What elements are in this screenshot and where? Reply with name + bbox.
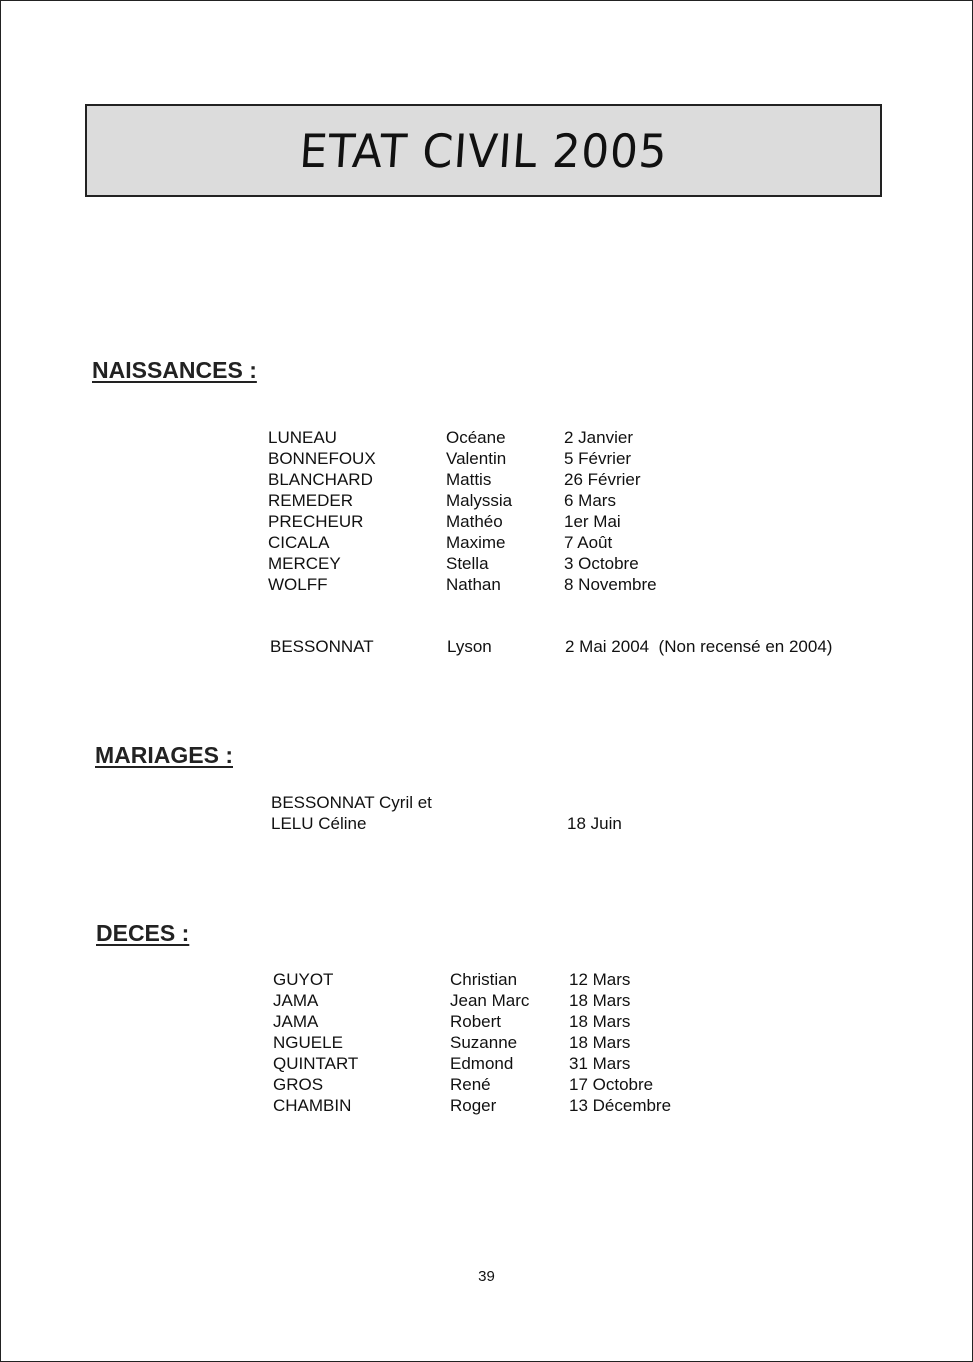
surname: NGUELE xyxy=(273,1033,343,1052)
firstname: Maxime xyxy=(446,533,506,552)
date: 18 Mars xyxy=(569,991,631,1010)
date: 5 Février xyxy=(564,449,632,468)
mariages-list xyxy=(271,792,911,834)
list-item xyxy=(273,990,913,1011)
list-item xyxy=(273,1011,913,1032)
title-banner xyxy=(85,104,882,197)
date: 18 Mars xyxy=(569,1033,631,1052)
date: 7 Août xyxy=(564,533,613,552)
spouse-line: BESSONNAT Cyril et xyxy=(271,793,432,812)
firstname: Valentin xyxy=(446,449,507,468)
firstname: Mathéo xyxy=(446,512,503,531)
list-item xyxy=(268,532,908,553)
deces-list xyxy=(273,969,913,1116)
firstname: Robert xyxy=(450,1012,502,1031)
naissances-extra xyxy=(270,636,910,657)
list-item xyxy=(268,427,908,448)
list-item xyxy=(273,1032,913,1053)
list-item xyxy=(273,969,913,990)
firstname: Mattis xyxy=(446,470,492,489)
date: 2 Janvier xyxy=(564,428,633,447)
list-item xyxy=(268,448,908,469)
list-item xyxy=(271,792,911,813)
surname: QUINTART xyxy=(273,1054,359,1073)
page-number: 39 xyxy=(478,1268,495,1285)
surname: JAMA xyxy=(273,991,319,1010)
surname: BLANCHARD xyxy=(268,470,373,489)
list-item xyxy=(268,574,908,595)
date: 18 Juin xyxy=(567,814,622,833)
firstname: Lyson xyxy=(447,637,492,656)
surname: BONNEFOUX xyxy=(268,449,376,468)
date: 31 Mars xyxy=(569,1054,631,1073)
list-item xyxy=(270,636,910,657)
date: 2 Mai 2004 (Non recensé en 2004) xyxy=(565,637,833,656)
naissances-heading: NAISSANCES : xyxy=(92,357,257,383)
firstname: Jean Marc xyxy=(450,991,530,1010)
date: 12 Mars xyxy=(569,970,631,989)
firstname: Nathan xyxy=(446,575,501,594)
firstname: Océane xyxy=(446,428,506,447)
list-item xyxy=(273,1053,913,1074)
page-title: ETAT CIVIL 2005 xyxy=(297,123,670,178)
surname: LUNEAU xyxy=(268,428,337,447)
firstname: Roger xyxy=(450,1096,497,1115)
surname: JAMA xyxy=(273,1012,319,1031)
date: 26 Février xyxy=(564,470,641,489)
firstname: Suzanne xyxy=(450,1033,518,1052)
date: 17 Octobre xyxy=(569,1075,654,1094)
list-item xyxy=(268,469,908,490)
firstname: Stella xyxy=(446,554,489,573)
date: 13 Décembre xyxy=(569,1096,672,1115)
mariages-heading: MARIAGES : xyxy=(95,742,233,768)
firstname: Edmond xyxy=(450,1054,514,1073)
surname: MERCEY xyxy=(268,554,341,573)
date: 6 Mars xyxy=(564,491,616,510)
spouse-line: LELU Céline xyxy=(271,814,367,833)
naissances-list xyxy=(268,427,908,595)
surname: GUYOT xyxy=(273,970,334,989)
firstname: Malyssia xyxy=(446,491,513,510)
date: 18 Mars xyxy=(569,1012,631,1031)
surname: PRECHEUR xyxy=(268,512,364,531)
surname: CHAMBIN xyxy=(273,1096,352,1115)
surname: WOLFF xyxy=(268,575,328,594)
list-item xyxy=(268,511,908,532)
date: 1er Mai xyxy=(564,512,621,531)
date: 3 Octobre xyxy=(564,554,639,573)
surname: REMEDER xyxy=(268,491,354,510)
list-item xyxy=(268,490,908,511)
date: 8 Novembre xyxy=(564,575,657,594)
list-item xyxy=(273,1095,913,1116)
deces-heading: DECES : xyxy=(96,920,190,946)
list-item xyxy=(271,813,911,834)
surname: GROS xyxy=(273,1075,324,1094)
list-item xyxy=(273,1074,913,1095)
firstname: Christian xyxy=(450,970,518,989)
surname: BESSONNAT xyxy=(270,637,374,656)
surname: CICALA xyxy=(268,533,330,552)
firstname: René xyxy=(450,1075,491,1094)
list-item xyxy=(268,553,908,574)
